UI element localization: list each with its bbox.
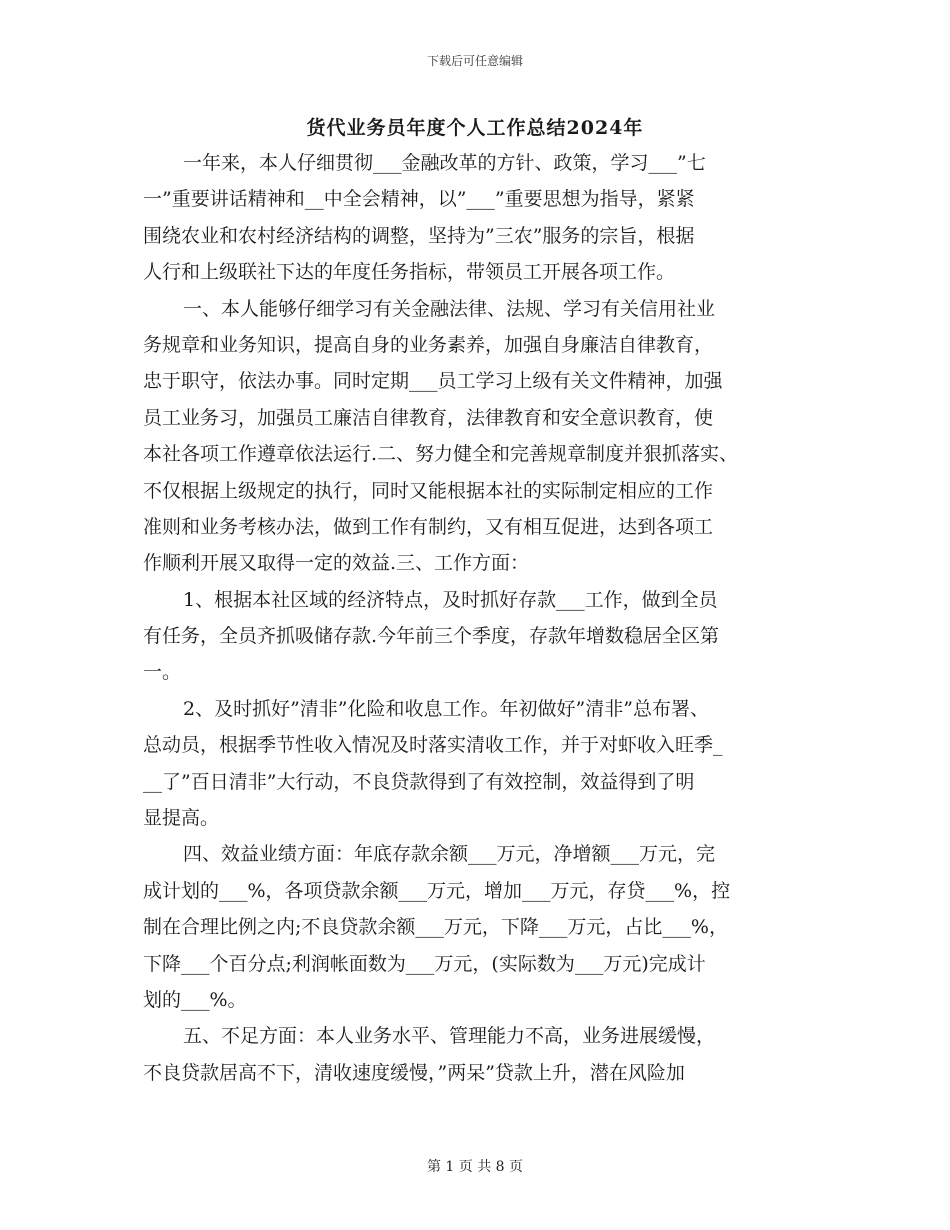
body-text-line: 总动员，根据季节性收入情况及时落实清收工作，并于对虾收入旺季_ (143, 734, 723, 757)
page-header-note: 下载后可任意编辑 (426, 54, 523, 68)
body-text-line: 忠于职守，依法办事。同时定期___员工学习上级有关文件精神，加强 (143, 370, 723, 393)
body-text-line: 一”重要讲话精神和__中全会精神，以”___”重要思想为指导，紧紧 (143, 188, 695, 211)
body-text-line: 围绕农业和农村经济结构的调整，坚持为”三农”服务的宗旨，根据 (143, 224, 695, 247)
document-body (143, 145, 811, 1091)
body-text-line: 务规章和业务知识，提高自身的业务素养，加强自身廉洁自律教育， (143, 333, 714, 356)
body-text-line: 准则和业务考核办法，做到工作有制约，又有相互促进，达到各项工 (143, 515, 714, 538)
body-text-line: 不仅根据上级规定的执行，同时又能根据本社的实际制定相应的工作 (143, 479, 714, 502)
body-text-line: 五、不足方面：本人业务水平、管理能力不高，业务进展缓慢， (183, 1025, 716, 1048)
body-text-line: __了”百日清非”大行动，不良贷款得到了有效控制，效益得到了明 (143, 770, 695, 793)
body-text-line: 本社各项工作遵章依法运行.二、努力健全和完善规章制度并狠抓落实、 (143, 443, 739, 466)
body-text-line: 下降___个百分点;利润帐面数为___万元，(实际数为___万元)完成计 (143, 952, 706, 975)
body-text-line: 一、本人能够仔细学习有关金融法律、法规、学习有关信用社业 (183, 297, 716, 320)
body-text-line: 划的___%。 (143, 988, 247, 1011)
body-text-line: 作顺利开展又取得一定的效益.三、工作方面： (143, 552, 530, 575)
body-text-line: 制在合理比例之内;不良贷款余额___万元，下降___万元，占比___%， (143, 916, 728, 939)
body-text-line: 四、效益业绩方面：年底存款余额___万元，净增额___万元，完 (183, 843, 716, 866)
body-text-line: 有任务，全员齐抓吸储存款.今年前三个季度，存款年增数稳居全区第 (143, 625, 720, 648)
body-text-line: 一。 (143, 661, 182, 684)
body-text-line: 显提高。 (143, 807, 220, 830)
body-text-line: 员工业务习，加强员工廉洁自律教育，法律教育和安全意识教育，使 (143, 406, 714, 429)
body-text-line: 2、及时抓好”清非”化险和收息工作。年初做好”清非”总布署、 (183, 697, 709, 720)
document-title: 货代业务员年度个人工作总结2024年 (306, 117, 644, 139)
body-text-line: 不良贷款居高不下，清收速度缓慢，”两呆”贷款上升，潜在风险加 (143, 1061, 685, 1084)
body-text-line: 人行和上级联社下达的年度任务指标，带领员工开展各项工作。 (143, 261, 676, 284)
page-footer-number: 第 1 页 共 8 页 (426, 1159, 524, 1175)
body-text-line: 1、根据本社区域的经济特点，及时抓好存款___工作，做到全员 (183, 588, 718, 611)
body-text-line: 成计划的___%，各项贷款余额___万元，增加___万元，存贷___%，控 (143, 879, 731, 902)
body-text-line: 一年来，本人仔细贯彻___金融改革的方针、政策，学习___”七 (183, 152, 706, 174)
